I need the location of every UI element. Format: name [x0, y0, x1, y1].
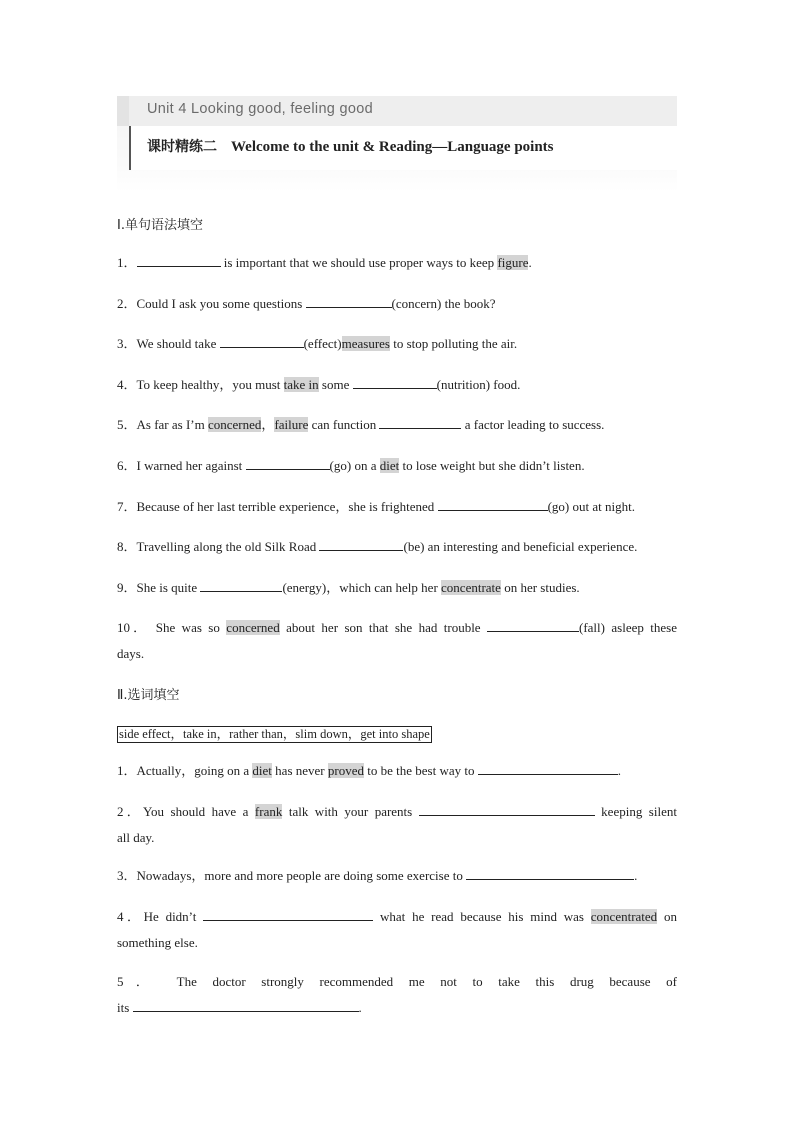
s2-question-5-cont: its . — [117, 1000, 362, 1015]
s2-question-4-cont: something else. — [117, 935, 198, 950]
answer-blank[interactable] — [246, 458, 330, 470]
s2-question-2: 2．You should have a frank talk with your parents keeping silent — [117, 804, 677, 819]
s1-question-2: 2．Could I ask you some questions (concern) the book? — [117, 296, 496, 311]
s1-question-3: 3．We should take (effect)measures to stop polluting the air. — [117, 336, 518, 351]
unit-title: Unit 4 Looking good, feeling good — [147, 101, 373, 117]
section-2-title: Ⅱ.选词填空 — [117, 688, 180, 703]
answer-blank[interactable] — [133, 1000, 359, 1012]
s1-question-4: 4．To keep healthy，you must take in some (nutrition) food. — [117, 377, 521, 392]
s1-question-5: 5．As far as I’m concerned，failure can function a factor leading to success. — [117, 417, 605, 432]
section-1-title: Ⅰ.单句语法填空 — [117, 218, 203, 233]
s2-question-1: 1．Actually，going on a diet has never proved to be the best way to . — [117, 763, 621, 778]
answer-blank[interactable] — [137, 255, 221, 267]
s1-question-10: 10． She was so concerned about her son that she had trouble (fall) asleep these — [117, 620, 678, 635]
header-accent — [117, 96, 129, 126]
answer-blank[interactable] — [200, 580, 282, 592]
answer-blank[interactable] — [319, 539, 403, 551]
answer-blank[interactable] — [203, 909, 373, 921]
answer-blank[interactable] — [438, 499, 548, 511]
s2-question-3: 3．Nowadays，more and more people are doing some exercise to . — [117, 868, 638, 883]
s1-question-9: 9．She is quite (energy)，which can help her concentrate on her studies. — [117, 580, 580, 595]
answer-blank[interactable] — [379, 417, 461, 429]
answer-blank[interactable] — [478, 763, 618, 775]
s2-question-4: 4．He didn’t what he read because his mind was concentrated on — [117, 909, 677, 924]
answer-blank[interactable] — [419, 804, 595, 816]
answer-blank[interactable] — [487, 620, 579, 632]
s2-question-5: 5． The doctor strongly recommended me not to take this drug because of — [117, 974, 677, 989]
s1-question-1: 1． is important that we should use proper ways to keep figure. — [117, 255, 532, 270]
answer-blank[interactable] — [353, 377, 437, 389]
s1-question-8: 8．Travelling along the old Silk Road (be) an interesting and beneficial experience. — [117, 539, 638, 554]
lesson-title-cn: 课时精练二 — [147, 139, 217, 155]
s1-question-10-cont: days. — [117, 646, 145, 661]
answer-blank[interactable] — [306, 296, 392, 308]
lesson-header — [117, 96, 677, 192]
s2-question-2-cont: all day. — [117, 830, 155, 845]
word-bank: side effect，take in，rather than，slim down，get into shape — [119, 727, 430, 741]
answer-blank[interactable] — [466, 868, 634, 880]
lesson-title — [147, 136, 554, 156]
s1-question-6: 6．I warned her against (go) on a diet to lose weight but she didn’t listen. — [117, 458, 585, 473]
lesson-title-en: Welcome to the unit & Reading—Language points — [231, 139, 554, 155]
s1-question-7: 7．Because of her last terrible experience，she is frightened (go) out at night. — [117, 499, 635, 514]
answer-blank[interactable] — [220, 336, 304, 348]
